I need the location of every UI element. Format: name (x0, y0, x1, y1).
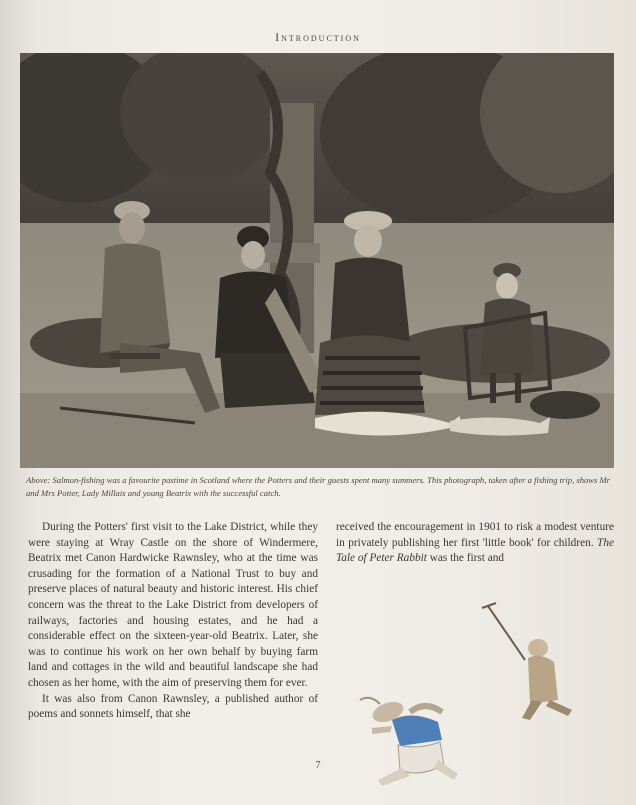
book-title: The Tale of Peter Rabbit (336, 536, 614, 565)
left-paragraph-2: It was also from Canon Rawnsley, a published author of poems and sonnets himself, that she (28, 692, 318, 721)
running-man-figure (482, 603, 572, 720)
page-header: Introduction (275, 30, 361, 44)
historical-photograph (20, 53, 614, 468)
right-column (336, 520, 614, 567)
photo-caption: Above: Salmon-fishing was a favourite pastime in Scotland where the Potters and their guests spent many summers. This photograph, taken after a fishing trip, shows Mr and Mrs Potter, Lady Millais and young Beatrix with the successful catch. (26, 475, 611, 498)
right-text-2: was the first and (426, 552, 505, 565)
left-column (28, 520, 318, 723)
page-number: 7 (315, 760, 321, 771)
peter-rabbit-figure (360, 698, 458, 786)
left-paragraph-1: During the Potters' first visit to the Lake District, while they were staying at Wray Castle on the shore of Windermere, Beatrix met Canon Hardwicke Rawnsley, who at the time was crusading for the formation of a National Trust to buy and preserve places of natural beauty and historic interest. His chief concern was the threat to the Lake District from developers of railways, factories and housing estates, and he had a considerable effect on the sixteen-year-old Beatrix. Later, she was to continue his work on her own behalf by buying farm land and cottages in the wild and beautiful landscape she had chosen as her home, with the aim of preserving them for ever. (28, 521, 318, 689)
right-paragraph (336, 520, 614, 567)
right-text-1: received the encouragement in 1901 to risk a modest venture in privately publishing her first 'little book' for children. (336, 521, 614, 549)
